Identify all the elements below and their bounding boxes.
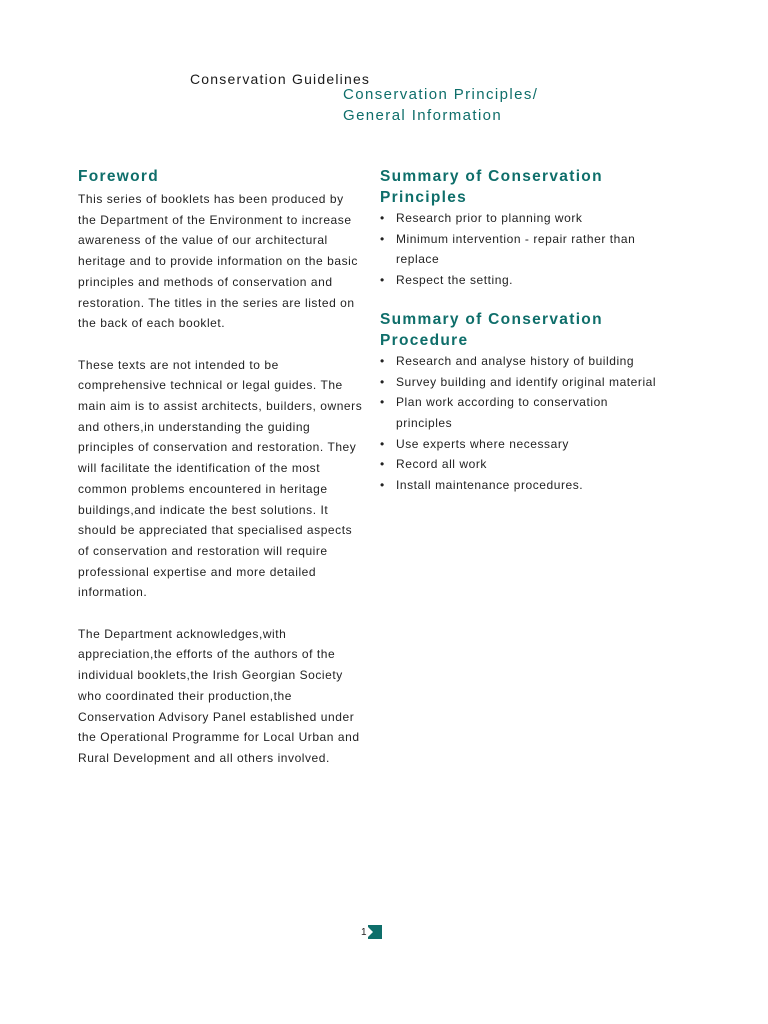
- bullet-icon: •: [380, 374, 385, 389]
- foreword-paragraph: These texts are not intended to be comprehensive technical or legal guides. The main aim is to assist architects, builders, owners and others,in understanding the guiding principles of conservation and restoration. They will facilitate the identification of the most common problems encountered in heritage buildings,and indicate the best solutions. It should be appreciated that specialised aspects of conservation and restoration will require professional expertise and more detailed information.: [78, 357, 363, 600]
- list-item-text: Respect the setting.: [396, 273, 514, 288]
- list-item: [380, 372, 660, 393]
- summary-column: [380, 166, 660, 514]
- list-item: [380, 454, 660, 475]
- procedure-heading: Summary of Conservation Procedure: [380, 310, 603, 349]
- section-title-line2: General Information: [343, 107, 503, 124]
- foreword-column: [78, 166, 363, 769]
- principles-heading: Summary of Conservation Principles: [380, 168, 603, 206]
- principles-list: [380, 208, 660, 291]
- foreword-paragraph: The Department acknowledges,with appreciation,the efforts of the authors of the individual booklets,the Irish Georgian Society who coordinated their production,the Conservation Advisory Panel established under the Operational Programme for Local Urban and Rural Development and all others involved.: [78, 626, 360, 765]
- list-item-text: Research and analyse history of building: [396, 353, 635, 368]
- list-item: [380, 208, 660, 229]
- foreword-paragraph: This series of booklets has been produced by the Department of the Environment to increase awareness of the value of our architectural heritage and to provide information on the basic principles and methods of conservation and restoration. The titles in the series are listed on the back of each booklet.: [78, 192, 358, 331]
- bullet-icon: •: [380, 211, 385, 225]
- list-item-text: Install maintenance procedures.: [396, 478, 584, 493]
- bullet-icon: •: [380, 273, 385, 288]
- list-item: [380, 475, 660, 496]
- list-item: [380, 270, 660, 291]
- bullet-icon: •: [380, 478, 385, 493]
- list-item: [380, 229, 660, 270]
- bullet-icon: •: [380, 457, 385, 472]
- list-item-text: Research prior to planning work: [396, 211, 583, 225]
- page-footer: [361, 925, 382, 939]
- page-number: 1: [361, 926, 367, 938]
- list-item-text: Plan work according to conservation principles: [396, 395, 609, 430]
- page-marker-icon: [368, 925, 382, 939]
- list-item-text: Survey building and identify original material: [396, 374, 657, 389]
- document-title: Conservation Guidelines: [190, 71, 371, 87]
- list-item-text: Use experts where necessary: [396, 436, 569, 451]
- procedure-list: [380, 351, 660, 496]
- list-item: [380, 351, 660, 372]
- list-item-text: Minimum intervention - repair rather than replace: [396, 231, 636, 267]
- list-item: [380, 434, 660, 455]
- foreword-heading: Foreword: [78, 168, 160, 185]
- section-title-line1: Conservation Principles/: [343, 86, 539, 103]
- bullet-icon: •: [380, 436, 385, 451]
- bullet-icon: •: [380, 395, 385, 410]
- list-item-text: Record all work: [396, 457, 487, 472]
- list-item: [380, 392, 660, 433]
- bullet-icon: •: [380, 353, 385, 368]
- section-title: [343, 84, 538, 126]
- bullet-icon: •: [380, 231, 385, 246]
